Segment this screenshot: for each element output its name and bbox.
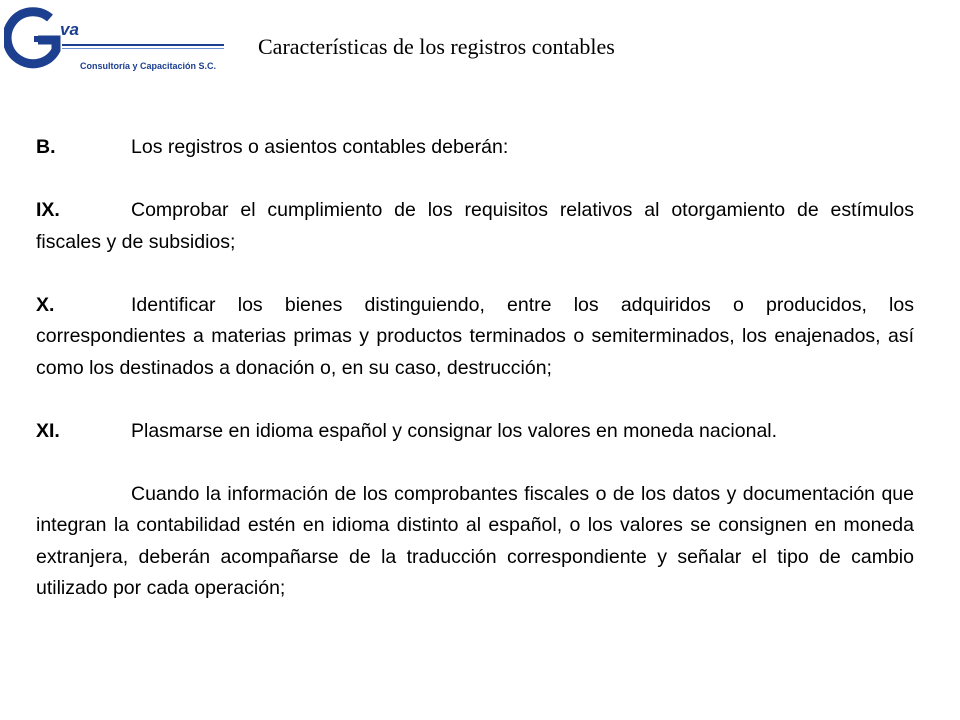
- item-x-text: Identificar los bienes distinguiendo, entre los adquiridos o producidos, los correspondientes a materias primas y productos terminados o semiterminados, los enajenados, así como los destinados a donación o, en su caso, destrucción;: [36, 293, 914, 379]
- item-ix-text: Comprobar el cumplimiento de los requisitos relativos al otorgamiento de estímulos fiscales y de subsidios;: [36, 199, 914, 253]
- item-xi: [36, 416, 914, 448]
- item-x-marker: X.: [36, 293, 55, 316]
- document-body: [36, 132, 914, 636]
- item-ix-marker: IX.: [36, 199, 60, 221]
- logo-g-bar: [34, 36, 56, 42]
- item-xi-text: Plasmarse en idioma español y consignar los valores en moneda nacional.: [131, 419, 778, 442]
- logo-subtitle: Consultoría y Capacitación S.C.: [80, 61, 217, 71]
- company-logo: [4, 6, 226, 74]
- intro-paragraph: [36, 132, 914, 164]
- closing-text: Cuando la información de los comprobantes fiscales o de los datos y documentación que integran la contabilidad estén en idioma distinto al español, o los valores se consignen en moneda extranjera, deberán acompañarse de la traducción correspondiente y señalar el tipo de cambio utilizado por cada operación;: [36, 482, 914, 599]
- logo-rule: [62, 44, 224, 46]
- intro-text: Los registros o asientos contables deberán:: [131, 136, 509, 158]
- item-ix: [36, 195, 914, 258]
- intro-marker: B.: [36, 136, 56, 158]
- item-x: [36, 290, 914, 385]
- logo-va-letters: va: [60, 20, 79, 39]
- closing-paragraph: [36, 479, 914, 605]
- logo-rule-accent: [62, 48, 224, 49]
- page-title: Características de los registros contables: [258, 34, 615, 59]
- item-xi-marker: XI.: [36, 419, 60, 442]
